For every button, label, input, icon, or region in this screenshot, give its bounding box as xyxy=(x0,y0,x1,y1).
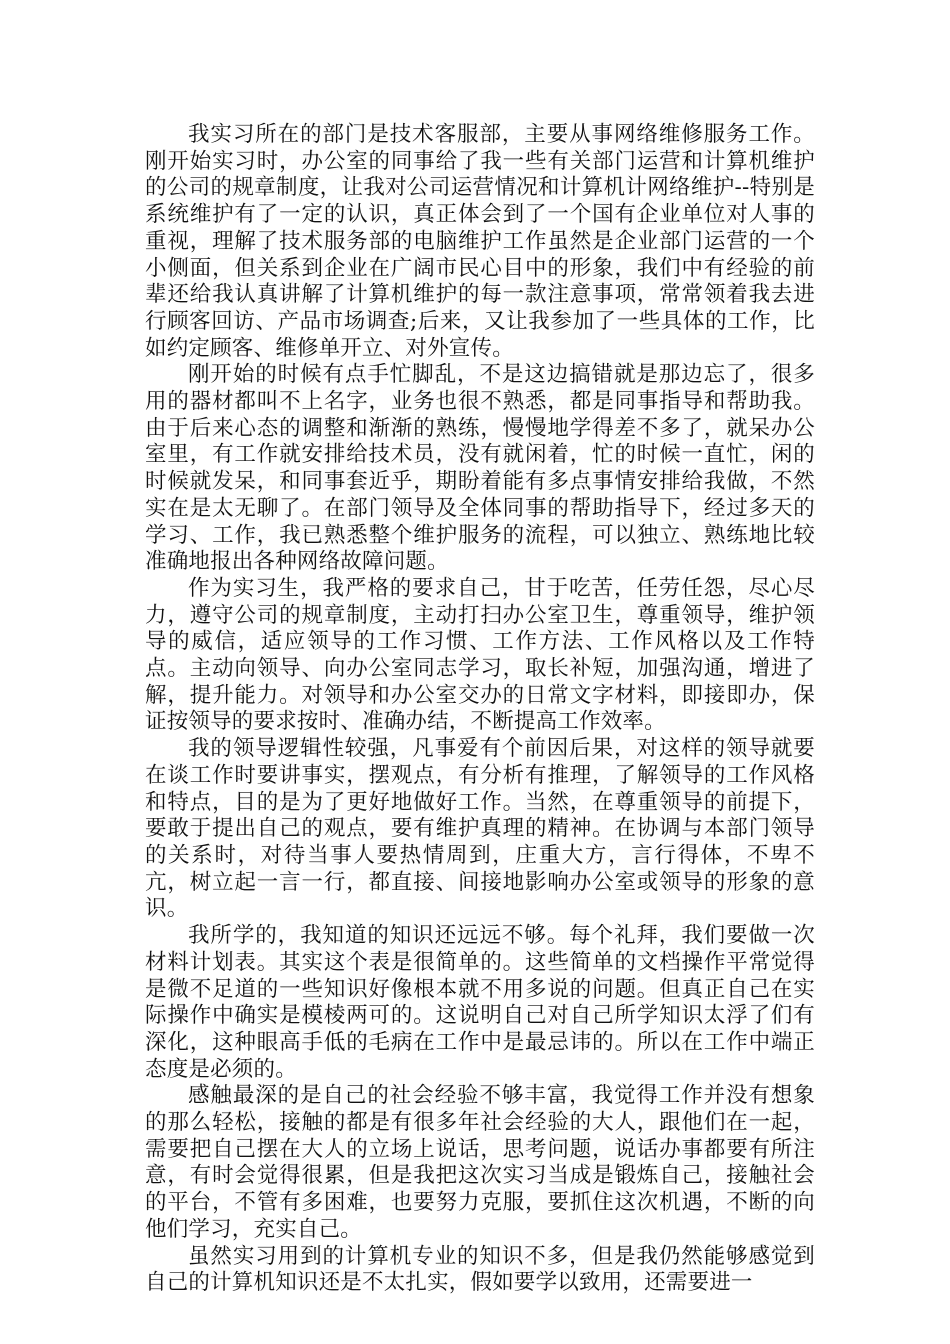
document-body xyxy=(145,122,815,1297)
paragraph-2: 刚开始的时候有点手忙脚乱，不是这边搞错就是那边忘了，很多用的器材都叫不上名字，业务也很不熟悉，都是同事指导和帮助我。由于后来心态的调整和渐渐的熟练，慢慢地学得差不多了，就呆办公室里，有工作就安排给技术员，没有就闲着，忙的时候一直忙，闲的时候就发呆，和同事套近乎，期盼着能有多点事情安排给我做，不然实在是太无聊了。在部门领导及全体同事的帮助指导下，经过多天的学习、工作，我已熟悉整个维护服务的流程，可以独立、熟练地比较准确地报出各种网络故障问题。 xyxy=(145,362,815,575)
paragraph-6: 感触最深的是自己的社会经验不够丰富，我觉得工作并没有想象的那么轻松，接触的都是有很多年社会经验的大人，跟他们在一起，需要把自己摆在大人的立场上说话，思考问题，说话办事都要有所注意，有时会觉得很累，但是我把这次实习当成是锻炼自己，接触社会的平台，不管有多困难，也要努力克服，要抓住这次机遇，不断的向他们学习，充实自己。 xyxy=(145,1083,815,1242)
paragraph-4: 我的领导逻辑性较强，凡事爱有个前因后果，对这样的领导就要在谈工作时要讲事实，摆观点，有分析有推理，了解领导的工作风格和特点，目的是为了更好地做好工作。当然，在尊重领导的前提下，要敢于提出自己的观点，要有维护真理的精神。在协调与本部门领导的关系时，对待当事人要热情周到，庄重大方，言行得体，不卑不亢，树立起一言一行，都直接、间接地影响办公室或领导的形象的意识。 xyxy=(145,736,815,922)
paragraph-5: 我所学的，我知道的知识还远远不够。每个礼拜，我们要做一次材料计划表。其实这个表是很简单的。这些简单的文档操作平常觉得是微不足道的一些知识好像根本就不用多说的问题。但真正自己在实际操作中确实是模棱两可的。这说明自己对自己所学知识太浮了们有深化，这种眼高手低的毛病在工作中是最忌讳的。所以在工作中端正态度是必须的。 xyxy=(145,923,815,1082)
paragraph-1: 我实习所在的部门是技术客服部，主要从事网络维修服务工作。刚开始实习时，办公室的同事给了我一些有关部门运营和计算机维护的公司的规章制度，让我对公司运营情况和计算机计网络维护--特别是系统维护有了一定的认识，真正体会到了一个国有企业单位对人事的重视，理解了技术服务部的电脑维护工作虽然是企业部门运营的一个小侧面，但关系到企业在广阔市民心目中的形象，我们中有经验的前辈还给我认真讲解了计算机维护的每一款注意事项，常常领着我去进行顾客回访、产品市场调查;后来，又让我参加了一些具体的工作，比如约定顾客、维修单开立、对外宣传。 xyxy=(145,122,815,361)
paragraph-3: 作为实习生，我严格的要求自己，甘于吃苦，任劳任怨，尽心尽力，遵守公司的规章制度，主动打扫办公室卫生，尊重领导，维护领导的威信，适应领导的工作习惯、工作方法、工作风格以及工作特点。主动向领导、向办公室同志学习，取长补短，加强沟通，增进了解，提升能力。对领导和办公室交办的日常文字材料，即接即办，保证按领导的要求按时、准确办结，不断提高工作效率。 xyxy=(145,575,815,735)
paragraph-7: 虽然实习用到的计算机专业的知识不多，但是我仍然能够感觉到自己的计算机知识还是不太扎实，假如要学以致用，还需要进一 xyxy=(145,1243,815,1296)
